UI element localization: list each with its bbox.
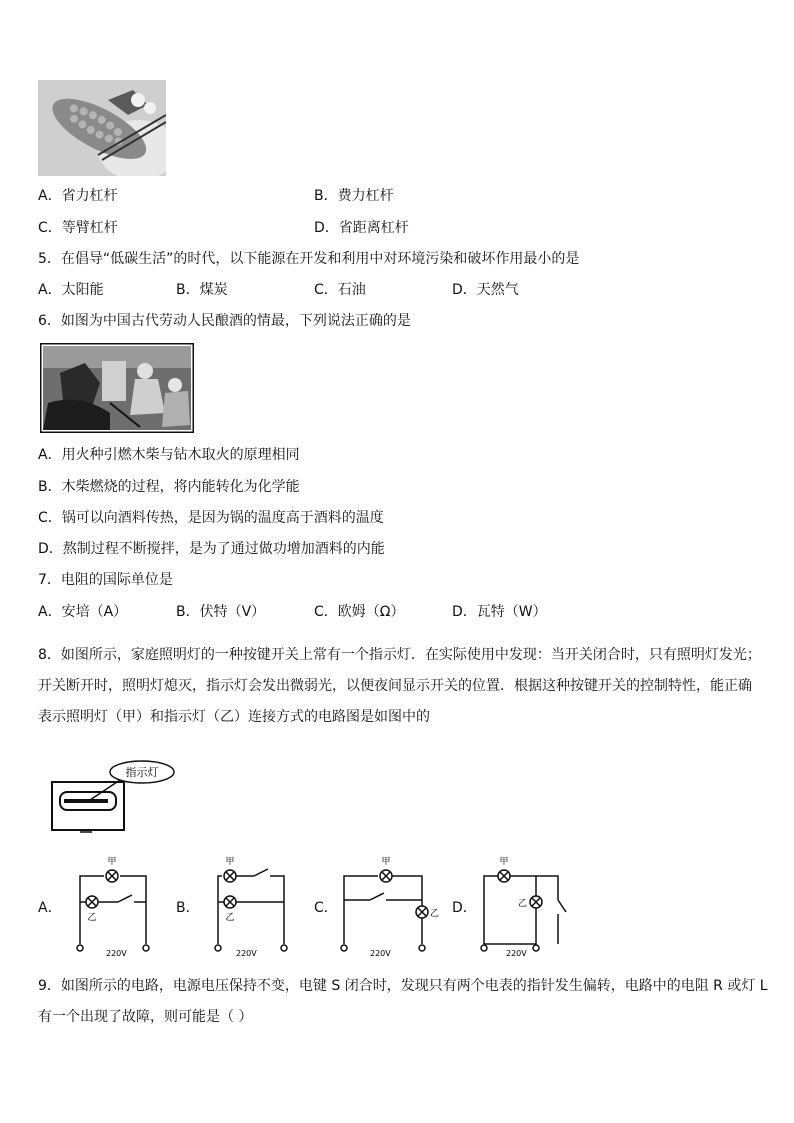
q6-option-c: C．锅可以向酒料传热，是因为锅的温度高于酒料的温度 xyxy=(38,510,384,526)
circuit-label-a: A． xyxy=(38,900,62,916)
q5-option-d: D．天然气 xyxy=(452,282,519,298)
q6-stem: 6．如图为中国古代劳动人民酿酒的情最，下列说法正确的是 xyxy=(38,313,411,329)
q4-option-c: C．等臂杠杆 xyxy=(38,220,118,236)
q7-option-c: C．欧姆（Ω） xyxy=(314,604,405,620)
circuit-label-d: D． xyxy=(452,900,477,916)
q6-option-a: A．用火种引燃木柴与钻木取火的原理相同 xyxy=(38,447,300,463)
callout-label: 指示灯 xyxy=(125,766,159,779)
circuit-a-label-jia: 甲 xyxy=(107,857,117,867)
switch-indicator-figure xyxy=(50,760,180,835)
circuit-d xyxy=(474,852,574,958)
q5-option-b: B．煤炭 xyxy=(176,282,228,298)
circuit-a xyxy=(62,852,158,958)
circuit-label-c: C． xyxy=(314,900,338,916)
circuit-c-label-yi: 乙 xyxy=(430,909,440,919)
q8-stem-line-3: 表示照明灯（甲）和指示灯（乙）连接方式的电路图是如图中的 xyxy=(38,709,430,725)
circuit-c-voltage: 220V xyxy=(370,949,391,958)
q4-option-d: D．省距离杠杆 xyxy=(314,220,409,236)
circuit-b xyxy=(200,852,296,958)
q4-option-b: B．费力杠杆 xyxy=(314,188,394,204)
circuit-d-label-jia: 甲 xyxy=(499,857,509,867)
q4-option-a: A．省力杠杆 xyxy=(38,188,118,204)
q7-stem: 7．电阻的国际单位是 xyxy=(38,572,173,588)
q6-option-b: B．木柴燃烧的过程，将内能转化为化学能 xyxy=(38,479,300,495)
q6-option-d: D．熬制过程不断搅拌，是为了通过做功增加酒料的内能 xyxy=(38,541,385,557)
circuit-a-label-yi: 乙 xyxy=(87,913,97,923)
circuit-c-label-jia: 甲 xyxy=(381,857,391,867)
q5-option-a: A．太阳能 xyxy=(38,282,104,298)
circuit-c xyxy=(336,852,448,958)
q9-stem-line-2: 有一个出现了故障，则可能是（ ） xyxy=(38,1009,253,1025)
circuit-a-voltage: 220V xyxy=(106,949,127,958)
circuit-label-b: B． xyxy=(176,900,200,916)
q8-stem-line-1: 8．如图所示，家庭照明灯的一种按键开关上常有一个指示灯．在实际使用中发现：当开关闭合时，只有照明灯发光； xyxy=(38,647,761,663)
corn-lever-photo xyxy=(38,80,166,176)
q5-option-c: C．石油 xyxy=(314,282,366,298)
q7-option-a: A．安培（A） xyxy=(38,604,128,620)
circuit-d-voltage: 220V xyxy=(506,949,527,958)
circuit-b-label-yi: 乙 xyxy=(225,913,235,923)
circuit-b-label-jia: 甲 xyxy=(225,857,235,867)
q7-option-d: D．瓦特（W） xyxy=(452,604,547,620)
q9-stem-line-1: 9．如图所示的电路，电源电压保持不变，电键 S 闭合时，发现只有两个电表的指针发生偏转，电路中的电阻 R 或灯 L xyxy=(38,978,768,994)
circuit-d-label-yi: 乙 xyxy=(518,899,528,909)
ancient-brewing-illustration xyxy=(40,343,194,433)
q7-option-b: B．伏特（V） xyxy=(176,604,266,620)
q5-stem: 5．在倡导“低碳生活”的时代，以下能源在开发和利用中对环境污染和破坏作用最小的是 xyxy=(38,251,580,267)
circuit-b-voltage: 220V xyxy=(236,949,257,958)
q8-stem-line-2: 开关断开时，照明灯熄灭，指示灯会发出微弱光，以便夜间显示开关的位置．根据这种按键开关的控制特性，能正确 xyxy=(38,678,752,694)
